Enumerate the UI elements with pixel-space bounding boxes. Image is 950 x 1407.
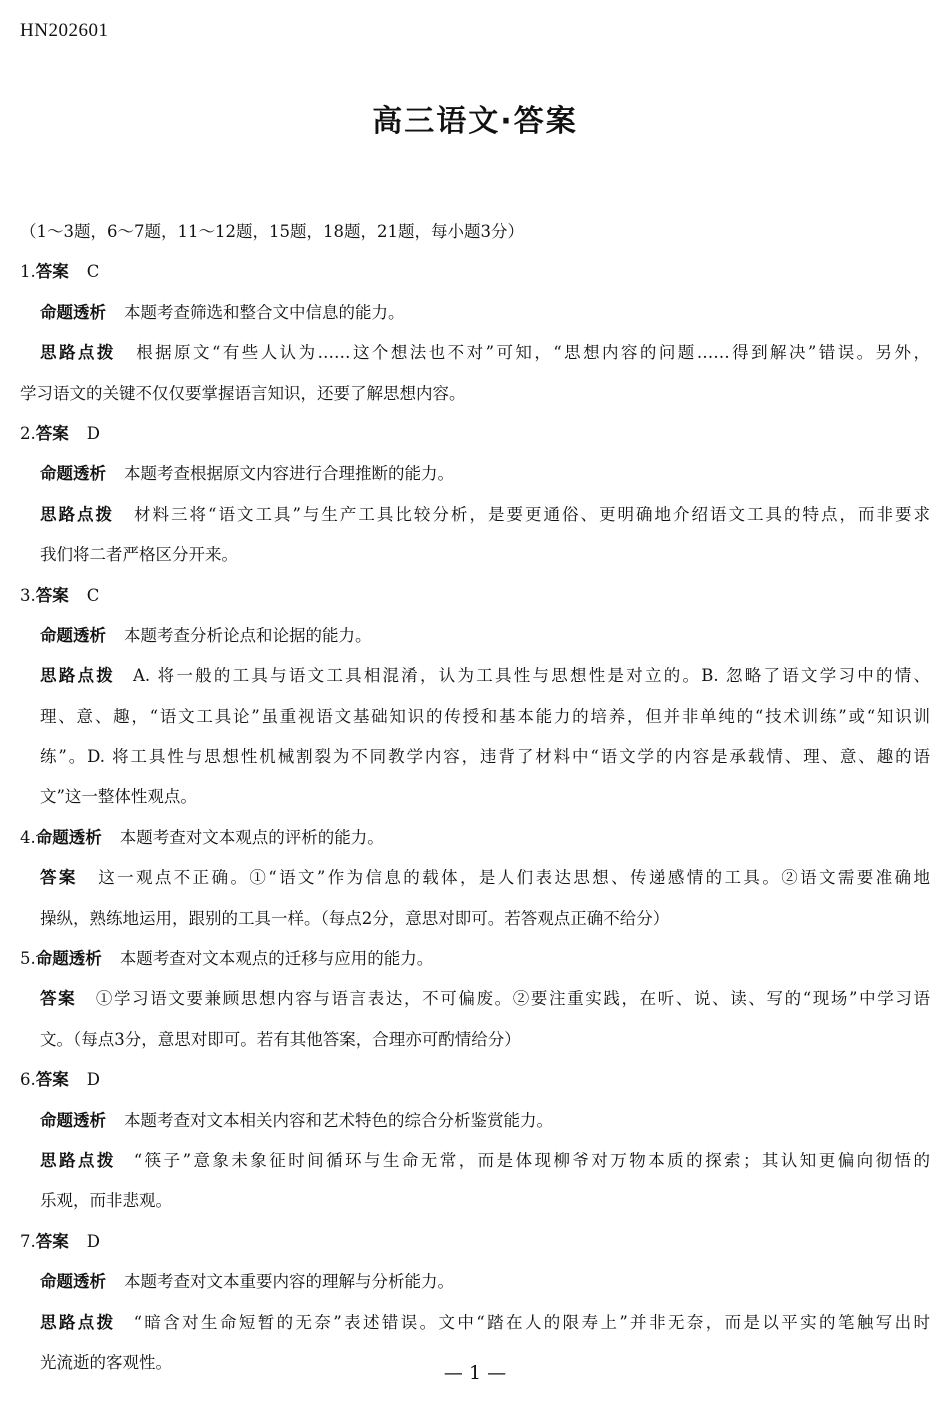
item-1-intent: 命题透析 本题考查筛选和整合文中信息的能力。 — [40, 302, 405, 322]
item-5-intent: 5.命题透析 本题考查对文本观点的迁移与应用的能力。 — [20, 949, 434, 969]
page-title: 高三语文·答案 — [372, 104, 578, 139]
page-number: — 1 — — [443, 1362, 507, 1384]
item-2-analysis-cont: 我们将二者严格区分开来。 — [40, 545, 238, 565]
item-6-answer: 6.答案 D — [20, 1070, 100, 1090]
item-2-answer: 2.答案 D — [20, 423, 100, 443]
item-1-analysis: 思路点拨 根据原文“有些人认为……这个想法也不对”可知，“思想内容的问题……得到解决”错误。另外， — [40, 343, 930, 363]
item-5-answer: 答案 ①学习语文要兼顾思想内容与语言表达，不可偏废。②要注重实践，在听、说、读、写的“现场”中学习语 — [40, 989, 930, 1009]
answer-content — [20, 212, 930, 1383]
item-3-answer: 3.答案 C — [20, 585, 100, 605]
item-6-intent: 命题透析 本题考查对文本相关内容和艺术特色的综合分析鉴赏能力。 — [40, 1110, 553, 1130]
item-3-intent: 命题透析 本题考查分析论点和论据的能力。 — [40, 625, 372, 645]
item-4-intent: 4.命题透析 本题考查对文本观点的评析的能力。 — [20, 827, 384, 847]
item-1-analysis-cont: 学习语文的关键不仅仅要掌握语言知识，还要了解思想内容。 — [20, 383, 466, 403]
item-7-analysis-cont: 光流逝的客观性。 — [40, 1352, 172, 1372]
item-6-analysis-cont: 乐观，而非悲观。 — [40, 1191, 172, 1211]
item-3-analysis-cont-2: 练”。D. 将工具性与思想性机械割裂为不同教学内容，违背了材料中“语文学的内容是承载情、理、意、趣的语 — [40, 747, 930, 767]
item-7-answer: 7.答案 D — [20, 1231, 100, 1251]
item-4-answer-cont: 操纵，熟练地运用，跟别的工具一样。（每点2分，意思对即可。若答观点正确不给分） — [40, 908, 670, 928]
section-note: （1～3题，6～7题，11～12题，15题，18题，21题，每小题3分） — [20, 222, 524, 241]
item-3-analysis-cont-3: 文”这一整体性观点。 — [40, 787, 197, 807]
item-2-analysis: 思路点拨 材料三将“语文工具”与生产工具比较分析，是要更通俗、更明确地介绍语文工具的特点，而非要求 — [40, 504, 930, 524]
item-4-answer: 答案 这一观点不正确。①“语文”作为信息的载体，是人们表达思想、传递感情的工具。②语文需要准确地 — [40, 868, 930, 888]
item-3-analysis-cont-1: 理、意、趣，“语文工具论”虽重视语文基础知识的传授和基本能力的培养，但并非单纯的“技术训练”或“知识训 — [40, 706, 930, 726]
item-7-analysis: 思路点拨 “暗含对生命短暂的无奈”表述错误。文中“踏在人的限寿上”并非无奈，而是以平实的笔触写出时 — [40, 1312, 930, 1332]
item-3-analysis: 思路点拨 A. 将一般的工具与语文工具相混淆，认为工具性与思想性是对立的。B. 忽略了语文学习中的情、 — [40, 666, 930, 686]
item-6-analysis: 思路点拨 “筷子”意象未象征时间循环与生命无常，而是体现柳爷对万物本质的探索；其认知更偏向彻悟的 — [40, 1150, 930, 1170]
item-7-intent: 命题透析 本题考查对文本重要内容的理解与分析能力。 — [40, 1272, 454, 1292]
document-code: HN202601 — [20, 20, 109, 41]
item-5-answer-cont: 文。（每点3分，意思对即可。若有其他答案，合理亦可酌情给分） — [40, 1029, 521, 1049]
item-1-answer: 1.答案 C — [20, 262, 100, 282]
item-2-intent: 命题透析 本题考查根据原文内容进行合理推断的能力。 — [40, 464, 454, 484]
